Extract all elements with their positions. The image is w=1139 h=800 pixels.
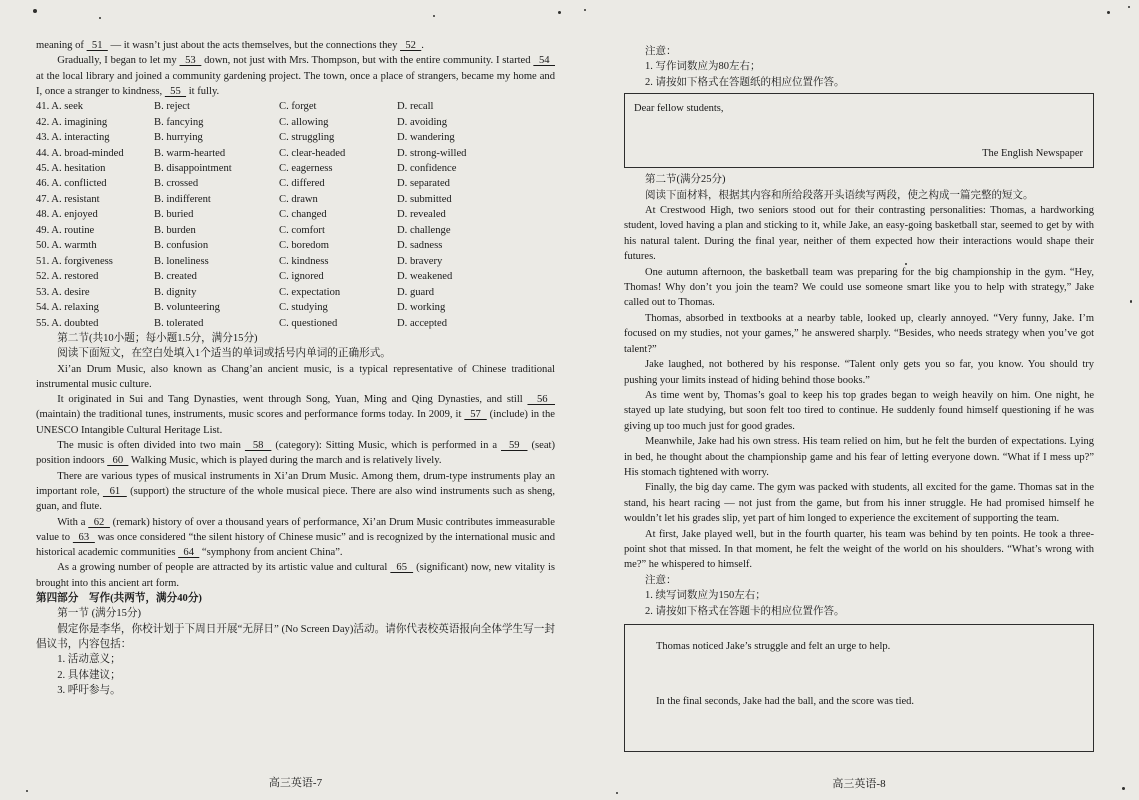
story-paragraph: Jake laughed, not bothered by his response. “Talent only gets you so far, you know. You should try pushing your limits instead of hiding behind those books.” (624, 359, 1094, 386)
mcq-option-b: B. created (154, 271, 197, 283)
story-paragraph: At Crestwood High, two seniors stood out for their contrasting personalities: Thomas, a hardworking student, loved having a plan and sticking to it, while Jake, an easy-going basketball star, seemed to get by with his natural talent. During the final year, neither of them expected how their interactions would shape their futures. (624, 205, 1094, 263)
mcq-option-d: D. submitted (397, 193, 452, 205)
page-7 (36, 38, 555, 698)
answer-format-box-letter (624, 93, 1094, 168)
mcq-row (36, 300, 555, 315)
mcq-option-a: 48. A. enjoyed (36, 209, 98, 221)
mcq-option-d: D. strong-willed (397, 147, 467, 159)
mcq-option-a: 45. A. hesitation (36, 163, 106, 174)
grammar-cloze-paragraph: As a growing number of people are attracted by its artistic value and cultural 65 (significant) now, new vitality is brought into this ancient art form. (36, 562, 556, 589)
mcq-option-a: 46. A. conflicted (36, 178, 107, 190)
story-paragraph: Finally, the big day came. The gym was packed with students, all excited for the game. Thomas sat in the stand, his heart racing — not just from the game, but from his inner struggle. He had promised himself he wouldn’t let his grades slip, yet part of him longed to experience the excitement of supporting the team. (624, 482, 1094, 525)
mcq-row (36, 146, 555, 161)
blank-55: 55 (164, 85, 187, 97)
mcq-row (36, 269, 555, 284)
mcq-option-a: 44. A. broad-minded (36, 147, 124, 159)
mcq-option-b: B. buried (154, 209, 194, 221)
mcq-option-b: B. hurrying (154, 132, 203, 144)
mcq-option-b: B. loneliness (154, 255, 209, 267)
blank-64: 64 (178, 547, 200, 559)
mcq-option-c: C. questioned (279, 317, 338, 329)
section2-title-left: 第二节(共10小题；每小题1.5分，满分15分) (57, 332, 258, 344)
notice1-title: 注意： (645, 46, 677, 57)
mcq-option-b: B. disappointment (154, 163, 232, 174)
mcq-option-a: 55. A. doubted (36, 317, 99, 329)
mcq-option-c: C. eagerness (279, 163, 333, 174)
mcq-option-a: 42. A. imagining (36, 116, 108, 128)
blank-63: 63 (72, 531, 95, 543)
mcq-option-c: C. clear-headed (279, 147, 346, 159)
story-paragraph: At first, Jake played well, but in the fourth quarter, his team was behind by ten points. He took a three-point shot that missed. In that moment, he felt the weight of the world on his shoulders. “What’s wrong with me?” he whispered to himself. (624, 528, 1094, 571)
mcq-option-a: 51. A. forgiveness (36, 255, 113, 267)
section2-instruction-left: 阅读下面短文，在空白处填入1个适当的单词或括号内单词的正确形式。 (57, 348, 391, 360)
scan-speck (584, 9, 586, 11)
mcq-option-a: 41. A. seek (36, 101, 84, 113)
mcq-option-d: D. revealed (397, 209, 446, 221)
story-paragraph: Thomas, absorbed in textbooks at a nearby table, looked up, clearly annoyed. “Very funny, Jake. I’m focused on my studies, not your games,” he answered sharply. “Besides, who needs strategy when you’ve got talent?” (624, 312, 1094, 355)
blank-56: 56 (527, 394, 555, 406)
blank-60: 60 (107, 455, 129, 467)
mcq-row (36, 161, 555, 176)
scan-speck (433, 15, 435, 17)
story-paragraph: As time went by, Thomas’s goal to keep his top grades began to weigh heavily on him. One night, he stayed up late studying, but soon felt too tired to continue. He suddenly found himself questioning if he was giving up too much just for good grades. (624, 389, 1094, 432)
notice2-item: 2. 请按如下格式在答题卡的相应位置作答。 (645, 605, 845, 617)
grammar-cloze-paragraph: Xi’an Drum Music, also known as Chang’an ancient music, is a typical representative of Chinese traditional instrumental music culture. (36, 363, 555, 390)
mcq-option-d: D. guard (397, 286, 435, 298)
grammar-cloze-paragraph: There are various types of musical instruments in Xi’an Drum Music. Among them, drum-type instruments play an important role, 61 (support) the structure of the whole musical piece. There are also wind instruments such as sheng, guan, and flute. (36, 470, 555, 513)
scan-speck (26, 790, 28, 792)
mcq-option-d: D. confidence (397, 163, 457, 174)
blank-65: 65 (390, 562, 414, 574)
grammar-cloze-paragraph: With a 62 (remark) history of over a thousand years of performance, Xi’an Drum Music contributes immeasurable value to 63 was once considered “the silent history of Chinese music” and is recognized by the international music and historical academic communities 64 “symphony from ancient China”. (36, 516, 556, 559)
mcq-option-d: D. weakened (397, 271, 453, 283)
mcq-option-b: B. crossed (154, 178, 199, 190)
cloze-text-continuation: meaning of 51 — it wasn’t just about the acts themselves, but the connections they 52 . (36, 40, 424, 51)
mcq-option-b: B. reject (154, 101, 190, 113)
writing-prompt: 假定你是李华，你校计划于下周日开展“无屏日” (No Screen Day)活动。请你代表校英语报向全体学生写一封倡议书，内容包括： (36, 623, 555, 650)
section2-instruction-right: 阅读下面材料，根据其内容和所给段落开头语续写两段，使之构成一篇完整的短文。 (645, 189, 1034, 201)
page-7-footer: 高三英语-7 (268, 777, 323, 789)
mcq-row (36, 130, 555, 145)
mcq-option-d: D. recall (397, 101, 434, 113)
scan-speck (558, 11, 561, 14)
mcq-option-d: D. sadness (397, 240, 443, 252)
mcq-option-d: D. challenge (397, 224, 451, 236)
mcq-option-b: B. burden (154, 224, 196, 236)
continuation-opening-2: In the final seconds, Jake had the ball, and the score was tied. (656, 696, 915, 708)
mcq-row (36, 192, 555, 207)
mcq-option-a: 53. A. desire (36, 286, 90, 298)
mcq-option-b: B. dignity (154, 286, 197, 298)
mcq-options-table (36, 99, 555, 331)
mcq-option-b: B. confusion (154, 240, 209, 252)
mcq-option-c: C. differed (279, 178, 325, 190)
mcq-option-a: 49. A. routine (36, 224, 95, 236)
mcq-option-c: C. expectation (279, 286, 341, 298)
part4-title: 第四部分 写作(共两节，满分40分) (36, 593, 202, 605)
mcq-option-c: C. drawn (279, 193, 318, 205)
scan-speck (1128, 6, 1130, 8)
mcq-row (36, 316, 555, 331)
writing-point: 3. 呼吁参与。 (57, 684, 121, 696)
mcq-option-c: C. kindness (279, 255, 329, 267)
mcq-option-d: D. working (397, 302, 446, 314)
mcq-row (36, 254, 555, 269)
scan-speck (905, 263, 907, 265)
mcq-option-b: B. tolerated (154, 317, 204, 329)
mcq-option-c: C. changed (279, 209, 327, 221)
blank-53: 53 (179, 55, 202, 67)
mcq-option-d: D. avoiding (397, 116, 448, 128)
continuation-opening-1: Thomas noticed Jake’s struggle and felt an urge to help. (656, 641, 891, 652)
mcq-option-a: 52. A. restored (36, 271, 99, 283)
page-8 (624, 44, 1094, 752)
grammar-cloze-paragraph: The music is often divided into two main 58 (category): Sitting Music, which is performed in a 59 (seat) position indoors 60 Walking Music, which is played during the march and is relatively lively. (36, 440, 555, 467)
answer-format-box-continuation (624, 624, 1094, 752)
writing-point: 2. 具体建议； (57, 669, 121, 681)
mcq-option-b: B. indifferent (154, 193, 211, 205)
mcq-option-c: C. studying (279, 302, 328, 314)
blank-62: 62 (88, 516, 110, 528)
grammar-cloze-paragraph: It originated in Sui and Tang Dynasties, went through Song, Yuan, Ming and Qing Dynasties, and still 56 (maintain) the traditional tunes, instruments, music scores and performance forms today. In 2009, it 57 (include) in the UNESCO Intangible Cultural Heritage List. (36, 394, 555, 436)
mcq-option-c: C. allowing (279, 116, 329, 128)
mcq-row (36, 285, 555, 300)
notice1-item: 1. 写作词数应为80左右； (645, 61, 761, 73)
cloze-text-paragraph: Gradually, I began to let my 53 down, not just with Mrs. Thompson, but with the entire community. I started 54 at the local library and joined a community gardening project. The town, once a place of strangers, became my home and I, once a stranger to kindness, 55 it fully. (36, 55, 555, 97)
part4-section1-title: 第一节 (满分15分) (57, 608, 142, 620)
scan-speck (1130, 300, 1132, 303)
blank-58: 58 (244, 440, 272, 452)
mcq-option-d: D. wandering (397, 132, 455, 144)
writing-point: 1. 活动意义； (57, 654, 121, 666)
mcq-option-c: C. ignored (279, 271, 324, 283)
story-paragraph: Meanwhile, Jake had his own stress. His team relied on him, but he felt the burden of expectations. Lying in bed, he thought about the championship game and his fear of letting everyone down. “What if I mess up?” His stomach tightened with worry. (624, 436, 1094, 478)
scan-speck (33, 9, 37, 13)
letter-salutation: Dear fellow students, (634, 103, 724, 115)
mcq-option-c: C. forget (279, 101, 317, 113)
mcq-option-b: B. warm-hearted (154, 147, 226, 159)
notice1-item: 2. 请按如下格式在答题纸的相应位置作答。 (645, 76, 845, 88)
mcq-option-c: C. boredom (279, 240, 330, 252)
mcq-option-d: D. bravery (397, 255, 443, 267)
mcq-row (36, 99, 555, 114)
mcq-option-d: D. separated (397, 178, 450, 190)
blank-52: 52 (400, 40, 422, 51)
mcq-option-c: C. struggling (279, 132, 335, 144)
mcq-option-a: 43. A. interacting (36, 132, 110, 144)
section2-title-right: 第二节(满分25分) (645, 174, 726, 186)
mcq-option-b: B. volunteering (154, 302, 220, 314)
blank-54: 54 (533, 55, 555, 67)
mcq-row (36, 238, 555, 253)
mcq-option-b: B. fancying (154, 116, 204, 128)
page-8-footer: 高三英语-8 (832, 778, 886, 790)
mcq-option-a: 47. A. resistant (36, 193, 100, 205)
scan-speck (99, 17, 101, 19)
mcq-row (36, 176, 555, 191)
mcq-option-c: C. comfort (279, 224, 325, 236)
notice2-item: 1. 续写词数应为150左右； (645, 590, 766, 602)
scan-speck (1107, 11, 1110, 14)
mcq-option-d: D. accepted (397, 317, 447, 329)
letter-signature: The English Newspaper (982, 147, 1083, 159)
blank-61: 61 (102, 485, 127, 497)
mcq-row (36, 115, 555, 130)
mcq-row (36, 223, 555, 238)
blank-51: 51 (86, 40, 108, 51)
blank-57: 57 (464, 409, 487, 421)
mcq-option-a: 50. A. warmth (36, 240, 97, 252)
scan-speck (616, 792, 618, 794)
notice2-title: 注意： (645, 574, 677, 586)
blank-59: 59 (501, 440, 528, 452)
story-paragraph: One autumn afternoon, the basketball team was preparing for the big championship in the gym. “Hey, Thomas! Why don’t you join the team? We could use someone smart like you to help with strategy,” Jake called out to Thomas. (624, 266, 1094, 309)
mcq-option-a: 54. A. relaxing (36, 302, 99, 314)
scan-speck (1122, 787, 1125, 790)
mcq-row (36, 207, 555, 222)
